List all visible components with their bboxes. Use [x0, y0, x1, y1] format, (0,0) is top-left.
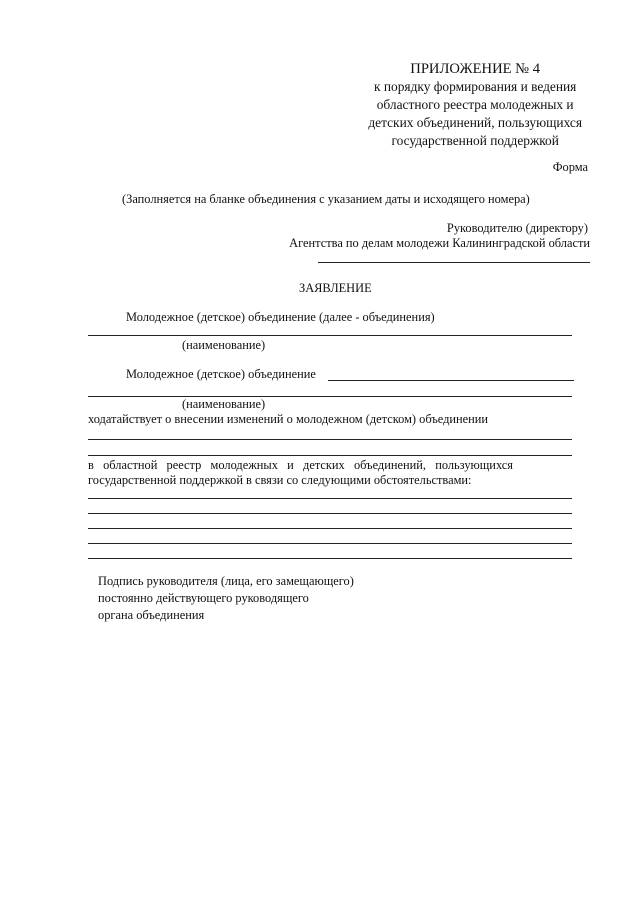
appendix-line: к порядку формирования и ведения	[374, 79, 577, 94]
registry-line1	[88, 458, 513, 473]
signature-line2: постоянно действующего руководящего	[98, 591, 309, 605]
reasons-blank-line1[interactable]	[88, 498, 572, 499]
org-name-line1[interactable]	[88, 335, 572, 336]
org-name-line2[interactable]	[328, 380, 574, 381]
appendix-line: государственной поддержкой	[391, 133, 559, 148]
registry-word: пользующихся	[435, 458, 513, 472]
appendix-line: детских объединений, пользующихся	[368, 115, 582, 130]
registry-word: молодежных	[210, 458, 278, 472]
statement-title: ЗАЯВЛЕНИЕ	[299, 281, 372, 295]
org-line1: Молодежное (детское) объединение (далее - объединения)	[126, 310, 435, 324]
appendix-line: областного реестра молодежных и	[376, 97, 574, 112]
registry-word: детских	[303, 458, 345, 472]
addressee-line1: Руководителю (директору)	[446, 221, 588, 235]
signature-block	[98, 573, 354, 624]
appendix-title: ПРИЛОЖЕНИЕ № 4	[410, 61, 541, 77]
name-caption2: (наименование)	[182, 397, 266, 411]
petition-blank-line1[interactable]	[88, 439, 572, 440]
appendix-block	[368, 60, 582, 150]
reasons-blank-line3[interactable]	[88, 528, 572, 529]
addressee-line2: Агентства по делам молодежи Калининградской области	[289, 236, 590, 250]
org-line2: Молодежное (детское) объединение	[126, 367, 316, 381]
org-name-line3[interactable]	[88, 396, 572, 397]
registry-line2: государственной поддержкой в связи со следующими обстоятельствами:	[88, 473, 472, 487]
registry-word: объединений,	[353, 458, 426, 472]
reasons-blank-line2[interactable]	[88, 513, 572, 514]
registry-word: в	[88, 458, 94, 472]
form-label: Форма	[552, 160, 588, 174]
petition-text: ходатайствует о внесении изменений о молодежном (детском) объединении	[88, 412, 489, 426]
signature-line1: Подпись руководителя (лица, его замещающего)	[98, 574, 354, 588]
addressee-name-line[interactable]	[318, 262, 590, 263]
fill-note: (Заполняется на бланке объединения с указанием даты и исходящего номера)	[122, 192, 530, 206]
petition-blank-line2[interactable]	[88, 455, 572, 456]
reasons-blank-line5[interactable]	[88, 558, 572, 559]
signature-line3: органа объединения	[98, 608, 205, 622]
reasons-blank-line4[interactable]	[88, 543, 572, 544]
registry-word: областной	[103, 458, 158, 472]
registry-word: реестр	[166, 458, 202, 472]
registry-word: и	[287, 458, 294, 472]
name-caption1: (наименование)	[182, 338, 266, 352]
